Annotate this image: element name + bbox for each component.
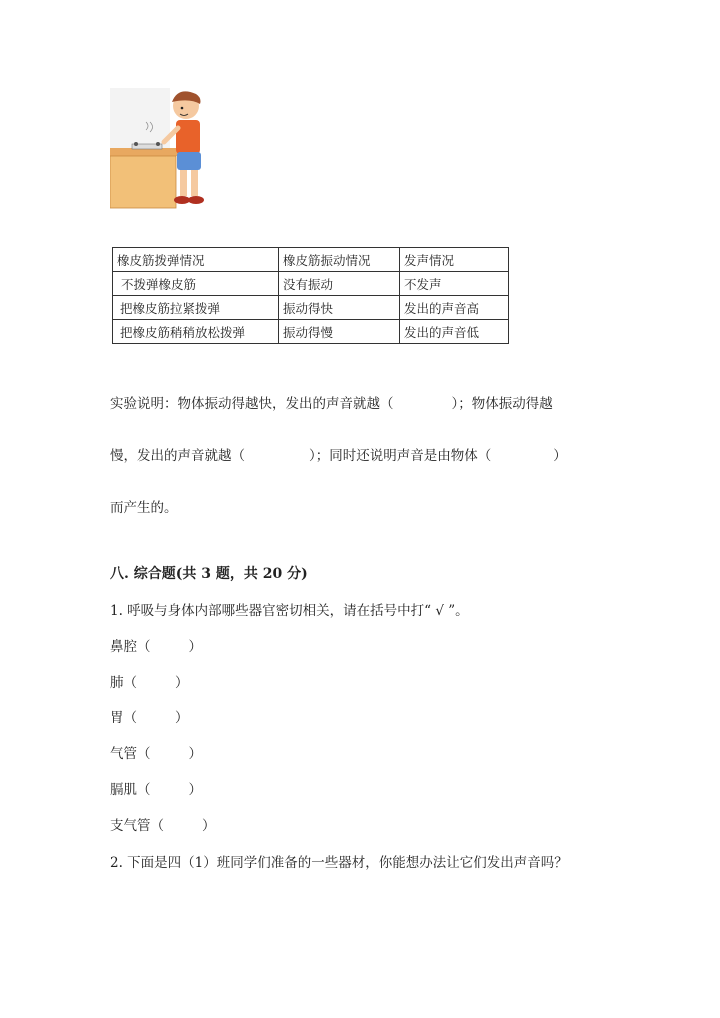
explanation-text: ） xyxy=(553,448,567,464)
table-header-row xyxy=(113,248,509,272)
question-2-prompt: 2. 下面是四（1）班同学们准备的一些器材，你能想办法让它们发出声音吗？ xyxy=(110,855,568,871)
explanation-line-2 xyxy=(110,444,567,464)
option-label: 胃（ xyxy=(110,710,137,726)
boy-plucking-rubber-band-illustration xyxy=(110,88,205,210)
table-cell: 振动得慢 xyxy=(279,320,400,344)
explanation-line-3: 而产生的。 xyxy=(110,500,178,516)
option-close: ） xyxy=(188,639,202,655)
option-label: 气管（ xyxy=(110,746,151,762)
explanation-text: ）；物体振动得越 xyxy=(451,396,553,412)
table-cell: 不发声 xyxy=(400,272,509,296)
option-close: ） xyxy=(175,675,189,691)
option-label: 膈肌（ xyxy=(110,782,151,798)
option-trachea xyxy=(110,742,202,762)
option-nasal-cavity xyxy=(110,635,202,655)
option-lung xyxy=(110,671,189,691)
option-label: 支气管（ xyxy=(110,818,164,834)
table-cell: 不拨弹橡皮筋 xyxy=(113,272,279,296)
table-header-cell: 橡皮筋振动情况 xyxy=(279,248,400,272)
table-cell: 把橡皮筋稍稍放松拨弹 xyxy=(113,320,279,344)
option-close: ） xyxy=(175,710,189,726)
table-header-cell: 橡皮筋拨弹情况 xyxy=(113,248,279,272)
table-cell: 发出的声音高 xyxy=(400,296,509,320)
option-label: 肺（ xyxy=(110,675,137,691)
option-close: ） xyxy=(202,818,216,834)
table-row xyxy=(113,272,509,296)
explanation-line-1 xyxy=(110,392,553,412)
question-1-prompt: 1. 呼吸与身体内部哪些器官密切相关，请在括号中打“ √ ”。 xyxy=(110,603,469,619)
table-row xyxy=(113,320,509,344)
experiment-table xyxy=(112,247,509,344)
option-bronchus xyxy=(110,814,216,834)
explanation-text: ）；同时还说明声音是由物体（ xyxy=(309,448,492,464)
option-diaphragm xyxy=(110,778,202,798)
explanation-text: 实验说明：物体振动得越快，发出的声音就越（ xyxy=(110,396,394,412)
table-cell: 没有振动 xyxy=(279,272,400,296)
table-cell: 振动得快 xyxy=(279,296,400,320)
option-stomach xyxy=(110,706,189,726)
explanation-text: 慢，发出的声音就越（ xyxy=(110,448,245,464)
table-cell: 发出的声音低 xyxy=(400,320,509,344)
option-label: 鼻腔（ xyxy=(110,639,151,655)
option-close: ） xyxy=(188,782,202,798)
table-row xyxy=(113,296,509,320)
option-close: ） xyxy=(188,746,202,762)
table-header-cell: 发声情况 xyxy=(400,248,509,272)
section-title: 八. 综合题(共 3 题，共 20 分) xyxy=(110,566,308,582)
table-cell: 把橡皮筋拉紧拨弹 xyxy=(113,296,279,320)
